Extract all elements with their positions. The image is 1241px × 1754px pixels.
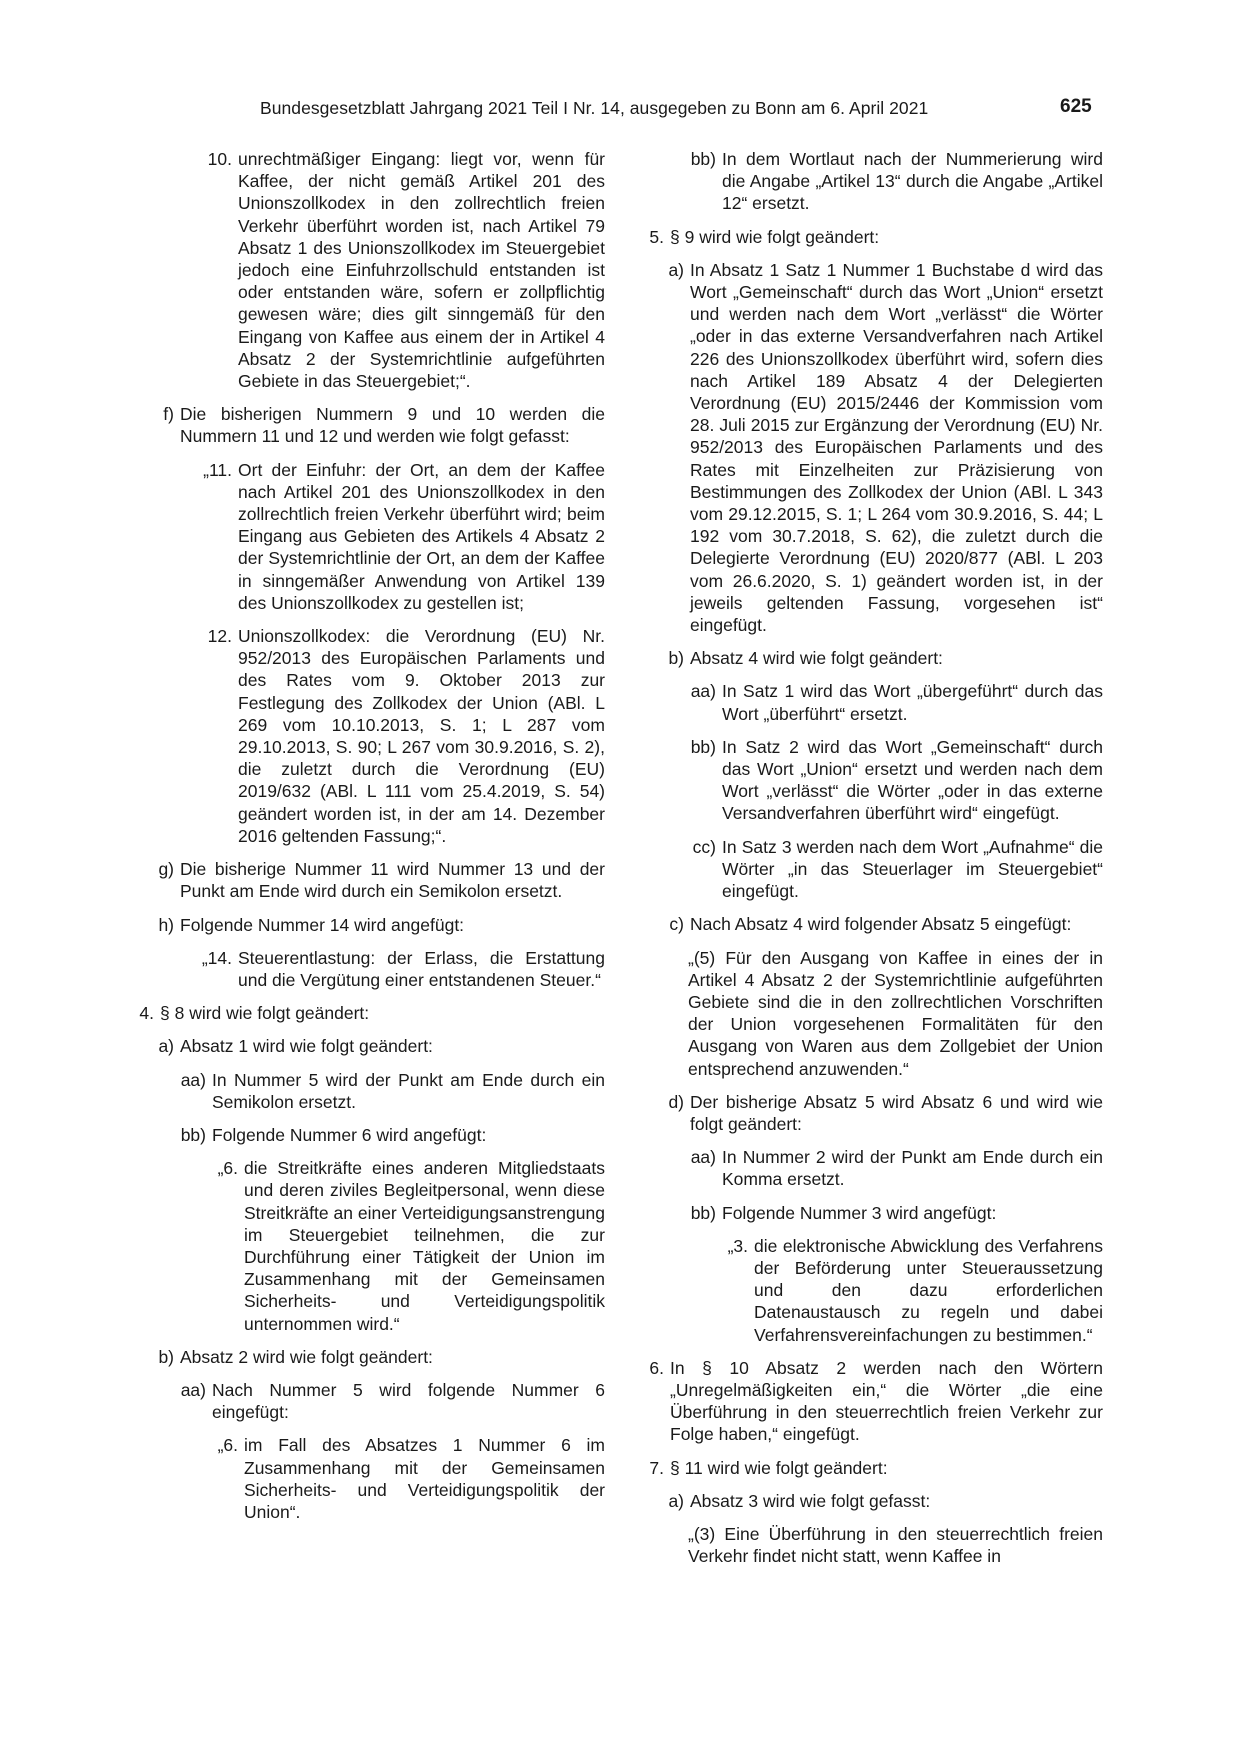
list-item (640, 736, 1103, 825)
item-text: Der bisherige Absatz 5 wird Absatz 6 und wird wie folgt geändert: (690, 1091, 1103, 1134)
paragraph-gap (130, 1335, 605, 1346)
item-text: § 9 wird wie folgt geändert: (670, 226, 880, 247)
list-item (130, 947, 605, 991)
item-number: aa) (180, 1379, 206, 1400)
item-number: aa) (180, 1069, 206, 1090)
item-number: a) (668, 259, 684, 280)
item-text: die elektronische Abwicklung des Verfahrens der Beförderung unter Steueraussetzung und den dazu erforderlichen Datenaustausch zu regeln und dabei Verfahrensvereinfachungen zu bestimmen.“ (754, 1235, 1103, 1345)
paragraph-gap (130, 936, 605, 947)
paragraph-gap (640, 248, 1103, 259)
list-item (640, 647, 1103, 669)
item-number: 6. (649, 1357, 664, 1378)
item-text: im Fall des Absatzes 1 Nummer 6 im Zusammenhang mit der Gemeinsamen Sicherheits- und Verteidigungspolitik der Union“. (244, 1435, 605, 1522)
item-text: Nach Absatz 4 wird folgender Absatz 5 eingefügt: (690, 914, 1072, 935)
paragraph-gap (130, 1146, 605, 1157)
item-text: Absatz 3 wird wie folgt gefasst: (690, 1490, 931, 1511)
item-number: 10. (207, 149, 232, 169)
list-item (640, 1091, 1103, 1135)
paragraph-gap (130, 448, 605, 459)
list-item (640, 680, 1103, 724)
list-item (640, 226, 1103, 248)
list-item (130, 625, 605, 847)
item-number: 5. (649, 226, 664, 247)
item-number: bb) (180, 1124, 206, 1145)
paragraph-gap (130, 991, 605, 1002)
paragraph-gap (130, 392, 605, 403)
list-item (130, 1069, 605, 1113)
list-item (130, 1035, 605, 1057)
item-text: unrechtmäßiger Eingang: liegt vor, wenn für Kaffee, der nicht gemäß Artikel 201 des Unionszollkodex in den zollrechtlich freien Verkehr überführt worden ist, nach Artikel 79 Absatz 1 des Unionszollkodex im Steuergebiet jedoch eine Einfuhrzollschuld entstanden ist oder entstanden wäre, sofern er zollpflichtig gewesen wäre; dies gilt sinngemäß für den Eingang von Kaffee aus einem der in Artikel 4 Absatz 2 der Systemrichtlinie aufgeführten Gebiete in das Steuergebiet;“. (238, 149, 605, 392)
item-number: cc) (692, 836, 716, 857)
item-number: „6. (217, 1158, 238, 1179)
paragraph-gap (130, 614, 605, 625)
header-title: Bundesgesetzblatt Jahrgang 2021 Teil I Nr. 14, ausgegeben zu Bonn am 6. April 2021 (260, 98, 929, 118)
page-header (0, 98, 1241, 124)
list-item (130, 1434, 605, 1523)
paragraph-gap (640, 1446, 1103, 1457)
paragraph-gap (130, 847, 605, 858)
item-text: Steuerentlastung: der Erlass, die Erstattung und die Vergütung einer entstandenen Steuer.“ (238, 947, 605, 990)
item-text: Unionszollkodex: die Verordnung (EU) Nr. 952/2013 des Europäischen Parlaments und des Rates vom 9. Oktober 2013 zur Festlegung des Zollkodex der Union (ABl. L 269 vom 10.10.2013, S. 1; L 287 vom 29.10.2013, S. 90; L 267 vom 30.9.2016, S. 2), die zuletzt durch die Verordnung (EU) 2019/632 (ABl. L 111 vom 25.4.2019, S. 54) geändert worden ist, in der am 14. Dezember 2016 geltenden Fassung;“. (238, 626, 605, 846)
paragraph-gap (640, 669, 1103, 680)
paragraph-gap (130, 1058, 605, 1069)
list-item (130, 1157, 605, 1335)
paragraph-gap (130, 1368, 605, 1379)
item-text: die Streitkräfte eines anderen Mitgliedstaats und deren ziviles Begleitpersonal, wenn diese Streitkräfte an einer Verteidigungsanstrengung im Steuergebiet teilnehmen, die zur Durchführung einer Tätigkeit der Union im Zusammenhang mit der Gemeinsamen Sicherheits- und Verteidigungspolitik unternommen wird.“ (244, 1158, 605, 1334)
item-text: In dem Wortlaut nach der Nummerierung wird die Angabe „Artikel 13“ durch die Angabe „Artikel 12“ ersetzt. (722, 149, 1103, 214)
paragraph-gap (640, 636, 1103, 647)
item-text: Nach Nummer 5 wird folgende Nummer 6 eingefügt: (212, 1379, 605, 1423)
item-number: b) (668, 648, 684, 669)
item-number: d) (668, 1091, 684, 1112)
item-number: „11. (203, 459, 232, 480)
item-number: „6. (217, 1435, 238, 1456)
list-item (640, 836, 1103, 903)
list-item (640, 1357, 1103, 1446)
item-text: In Satz 2 wird das Wort „Gemeinschaft“ durch das Wort „Union“ ersetzt und werden nach dem Wort „verlässt“ die Wörter „oder in das externe Versandverfahren überführt wird“ eingefügt. (722, 736, 1103, 824)
item-number: 12. (207, 626, 232, 647)
item-number: bb) (690, 1202, 716, 1223)
paragraph-gap (640, 725, 1103, 736)
list-item (640, 1146, 1103, 1190)
paragraph-gap (640, 1346, 1103, 1357)
item-number: b) (158, 1346, 174, 1367)
item-text: Folgende Nummer 3 wird angefügt: (722, 1202, 997, 1223)
item-text: In Satz 1 wird das Wort „übergeführt“ durch das Wort „überführt“ ersetzt. (722, 681, 1103, 724)
paragraph-gap (640, 825, 1103, 836)
list-item (130, 1346, 605, 1368)
paragraph-gap (130, 1423, 605, 1434)
list-item (130, 1002, 605, 1024)
page-number: 625 (1060, 96, 1092, 117)
item-text: Die bisherigen Nummern 9 und 10 werden die Nummern 11 und 12 und werden wie folgt gefasst: (180, 404, 605, 447)
list-item (130, 403, 605, 447)
paragraph-gap (130, 903, 605, 914)
item-text: Absatz 4 wird wie folgt geändert: (690, 648, 943, 669)
paragraph-gap (640, 1479, 1103, 1490)
item-number: a) (158, 1036, 174, 1057)
list-item (640, 148, 1103, 215)
left-column (130, 148, 605, 1523)
list-item (130, 858, 605, 902)
paragraph-gap (130, 1113, 605, 1124)
right-column (640, 148, 1103, 1567)
quoted-paragraph: „(3) Eine Überführung in den steuerrechtlich freien Verkehr findet nicht statt, wenn Kaffee in (688, 1523, 1103, 1567)
list-item (640, 1457, 1103, 1479)
item-text: In § 10 Absatz 2 werden nach den Wörtern „Unregelmäßigkeiten ein,“ die Wörter „die eine Überführung in den steuerrechtlich freien Verkehr zur Folge haben,“ eingefügt. (670, 1357, 1103, 1445)
item-number: „3. (727, 1235, 748, 1256)
list-item (640, 259, 1103, 636)
item-text: § 11 wird wie folgt geändert: (670, 1457, 888, 1478)
list-item (640, 1202, 1103, 1224)
item-number: f) (163, 404, 174, 425)
item-number: bb) (690, 736, 716, 757)
item-text: Folgende Nummer 6 wird angefügt: (212, 1124, 487, 1145)
paragraph-gap (640, 1191, 1103, 1202)
quoted-paragraph: „(5) Für den Ausgang von Kaffee in eines der in Artikel 4 Absatz 2 der Systemrichtlinie aufgeführten Gebiete sind die in den zollrechtlichen Vorschriften der Union vorgesehenen Formalitäten für den Ausgang von Waren aus dem Zollgebiet der Union entsprechend anzuwenden.“ (688, 947, 1103, 1079)
item-number: 4. (139, 1003, 154, 1024)
list-item (130, 1124, 605, 1146)
list-item (640, 1490, 1103, 1512)
item-number: „14. (201, 947, 232, 968)
item-text: § 8 wird wie folgt geändert: (160, 1003, 370, 1024)
paragraph-gap (640, 1080, 1103, 1091)
item-text: Folgende Nummer 14 wird angefügt: (180, 914, 465, 935)
item-number: a) (668, 1490, 684, 1511)
paragraph-gap (640, 215, 1103, 226)
paragraph-gap (640, 1512, 1103, 1523)
paragraph-gap (130, 1024, 605, 1035)
item-text: Absatz 2 wird wie folgt geändert: (180, 1346, 433, 1367)
list-item (640, 1235, 1103, 1346)
item-number: h) (158, 914, 174, 935)
item-number: aa) (690, 681, 716, 702)
item-number: 7. (649, 1457, 664, 1478)
item-text: In Nummer 2 wird der Punkt am Ende durch ein Komma ersetzt. (722, 1147, 1103, 1190)
item-text: Die bisherige Nummer 11 wird Nummer 13 und der Punkt am Ende wird durch ein Semikolon ersetzt. (180, 859, 605, 902)
list-item (640, 913, 1103, 935)
paragraph-gap (640, 1224, 1103, 1235)
item-text: In Absatz 1 Satz 1 Nummer 1 Buchstabe d wird das Wort „Gemeinschaft“ durch das Wort „Union“ ersetzt und werden nach dem Wort „verlässt“ die Wörter „oder in das externe Versandverfahren nach Artikel 226 des Unionszollkodex überführt wird, sofern dies nach Artikel 189 Absatz 4 der Delegierten Verordnung (EU) 2015/2446 der Kommission vom 28. Juli 2015 zur Ergänzung der Verordnung (EU) Nr. 952/2013 des Europäischen Parlaments und des Rates mit Einzelheiten zur Präzisierung von Bestimmungen des Zollkodex der Union (ABl. L 343 vom 29.12.2015, S. 1; L 264 vom 30.9.2016, S. 44; L 192 vom 30.7.2018, S. 62), die zuletzt durch die Delegierte Verordnung (EU) 2020/877 (ABl. L 203 vom 26.6.2020, S. 1) geändert worden ist, in der jeweils geltenden Fassung, vorgesehen ist“ eingefügt. (690, 259, 1103, 636)
item-number: aa) (690, 1147, 716, 1168)
paragraph-gap (640, 936, 1103, 947)
list-item (130, 1379, 605, 1423)
item-text: In Nummer 5 wird der Punkt am Ende durch ein Semikolon ersetzt. (212, 1069, 605, 1112)
item-text: In Satz 3 werden nach dem Wort „Aufnahme“ die Wörter „in das Steuerlager im Steuergebiet“ eingefügt. (722, 836, 1103, 902)
item-number: c) (669, 914, 684, 935)
paragraph-gap (640, 902, 1103, 913)
item-text: Absatz 1 wird wie folgt geändert: (180, 1036, 433, 1057)
list-item (130, 459, 605, 614)
item-text: Ort der Einfuhr: der Ort, an dem der Kaffee nach Artikel 201 des Unionszollkodex in den zollrechtlich freien Verkehr überführt wird; beim Eingang aus Gebieten des Artikels 4 Absatz 2 der Systemrichtlinie der Ort, an dem der Kaffee in sinngemäßer Anwendung von Artikel 139 des Unionszollkodex zu gestellen ist; (238, 459, 605, 613)
item-number: bb) (690, 149, 716, 169)
paragraph-gap (640, 1135, 1103, 1146)
list-item (130, 148, 605, 392)
item-number: g) (158, 859, 174, 880)
list-item (130, 914, 605, 936)
